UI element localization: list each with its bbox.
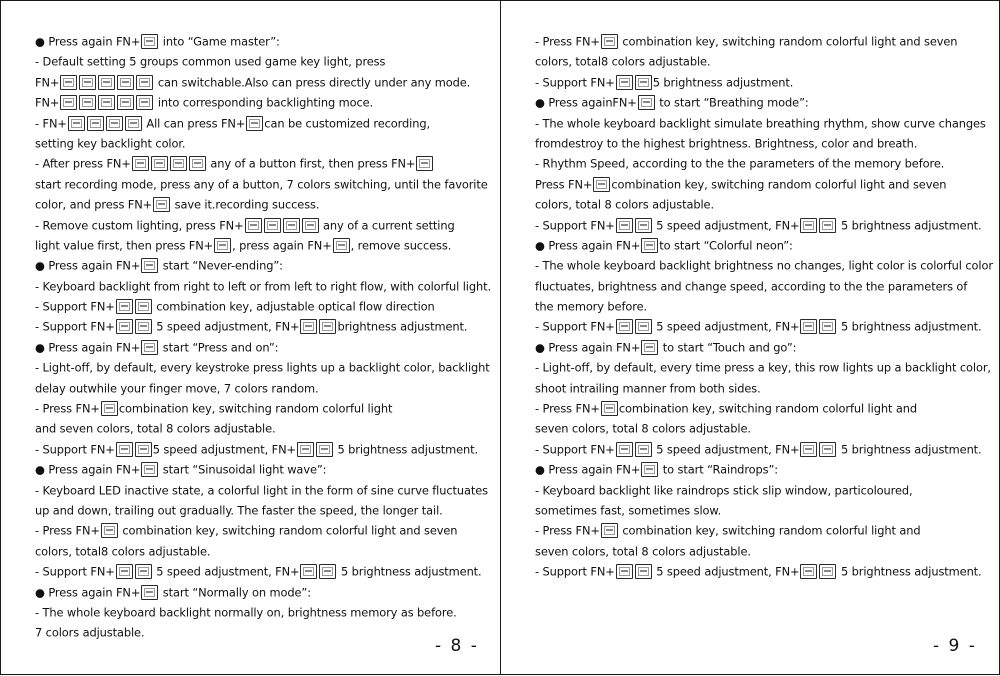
text-run: ● Press again FN+ <box>35 34 141 49</box>
down-arrow-key-icon <box>819 442 836 457</box>
text-line <box>35 439 490 459</box>
plus-key-icon <box>635 218 652 233</box>
home-key-icon <box>214 238 231 253</box>
text-line <box>35 194 490 214</box>
text-run: FN+ <box>35 95 60 110</box>
text-run: up and down, trailing out gradually. The faster the speed, the longer tail. <box>35 503 443 518</box>
text-line <box>535 92 989 112</box>
plus-key-icon <box>135 442 152 457</box>
text-run: - Support FN+ <box>35 299 115 314</box>
text-run: sometimes fast, sometimes slow. <box>535 503 722 518</box>
number-key-icon <box>136 95 153 110</box>
text-run: 5 speed adjustment, FN+ <box>652 217 800 232</box>
text-run: color, and press FN+ <box>35 197 153 212</box>
text-run: fromdestroy to the highest brightness. Brightness, color and breath. <box>535 136 918 151</box>
text-run: save it.recording success. <box>171 197 320 212</box>
text-run: - Support FN+ <box>35 319 115 334</box>
number-key-icon <box>98 95 115 110</box>
text-line <box>35 31 490 51</box>
left-page-text <box>35 31 490 643</box>
text-run: can switchable.Also can press directly under any mode. <box>154 75 471 90</box>
text-line <box>535 520 989 540</box>
text-run: 5 speed adjustment, FN+ <box>152 319 300 334</box>
number-key-icon <box>132 156 149 171</box>
text-line <box>35 337 490 357</box>
text-run: start recording mode, press any of a button, 7 colors switching, until the favorite <box>35 177 488 192</box>
pgdn-key-icon <box>141 462 158 477</box>
text-run: ● Press again FN+ <box>35 584 141 599</box>
text-line <box>535 296 989 316</box>
up-arrow-key-icon <box>800 442 817 457</box>
text-run: shoot intrailing manner from both sides. <box>535 380 761 395</box>
minus-key-icon <box>116 564 133 579</box>
text-run: , press again FN+ <box>232 238 332 253</box>
end-key-icon <box>638 95 655 110</box>
text-run: ● Press again FN+ <box>35 462 141 477</box>
down-arrow-key-icon <box>316 442 333 457</box>
down-arrow-key-icon <box>635 75 652 90</box>
text-run: - Press FN+ <box>35 401 100 416</box>
home-key-icon <box>246 116 263 131</box>
minus-key-icon <box>616 564 633 579</box>
text-run: 5 speed adjustment, FN+ <box>152 442 296 457</box>
number-key-icon <box>170 156 187 171</box>
number-key-icon <box>117 95 134 110</box>
text-run: - Default setting 5 groups common used game key light, press <box>35 54 386 69</box>
text-line <box>35 153 490 173</box>
number-key-icon <box>60 95 77 110</box>
text-line <box>35 72 490 92</box>
text-run: to start “Touch and go”: <box>659 340 797 355</box>
text-run: - FN+ <box>35 115 67 130</box>
text-line <box>535 337 989 357</box>
home-key-icon <box>153 197 170 212</box>
text-run: combination key, adjustable optical flow direction <box>152 299 435 314</box>
up-arrow-key-icon <box>800 319 817 334</box>
number-key-icon <box>302 218 319 233</box>
text-line <box>35 357 490 377</box>
text-run: - Press FN+ <box>535 34 600 49</box>
up-arrow-key-icon <box>616 75 633 90</box>
text-run: colors, total 8 colors adjustable. <box>535 197 714 212</box>
plus-key-icon <box>635 319 652 334</box>
text-run: start “Never-ending”: <box>159 258 283 273</box>
text-run: to start “Colorful neon”: <box>659 238 793 253</box>
pgup-key-icon <box>641 340 658 355</box>
text-run: - Keyboard LED inactive state, a colorful light in the form of sine curve fluctuates <box>35 482 488 497</box>
text-run: colors, total8 colors adjustable. <box>535 54 711 69</box>
text-line <box>35 520 490 540</box>
number-key-icon <box>98 75 115 90</box>
text-line <box>535 398 989 418</box>
up-arrow-key-icon <box>800 564 817 579</box>
number-key-icon <box>79 95 96 110</box>
text-line <box>535 215 989 235</box>
plus-key-icon <box>135 319 152 334</box>
text-run: combination key, switching random colorful light and <box>618 523 921 538</box>
text-run: - Keyboard backlight like raindrops stick slip window, particoloured, <box>535 482 913 497</box>
text-line <box>35 276 490 296</box>
del-key-icon <box>601 401 618 416</box>
text-run: seven colors, total 8 colors adjustable. <box>535 544 751 559</box>
text-run: - Support FN+ <box>35 442 115 457</box>
text-line <box>535 31 989 51</box>
text-run: to start “Breathing mode”: <box>655 95 809 110</box>
text-run: - Support FN+ <box>535 75 615 90</box>
minus-key-icon <box>116 319 133 334</box>
minus-key-icon <box>616 319 633 334</box>
text-line <box>535 72 989 92</box>
text-run: 5 brightness adjustment. <box>837 564 982 579</box>
up-arrow-key-icon <box>297 442 314 457</box>
text-line <box>535 357 989 377</box>
text-line <box>535 541 989 561</box>
text-run: - Support FN+ <box>535 442 615 457</box>
text-run: - Support FN+ <box>535 319 615 334</box>
number-key-icon <box>264 218 281 233</box>
text-run: Press FN+ <box>535 177 593 192</box>
text-run: start “Press and on”: <box>159 340 279 355</box>
text-run: - The whole keyboard backlight normally on, brightness memory as before. <box>35 605 457 620</box>
text-line <box>35 602 490 622</box>
text-line <box>35 133 490 153</box>
text-run: fluctuates, brightness and change speed, according to the the parameters of <box>535 278 968 293</box>
text-run: ● Press again FN+ <box>35 258 141 273</box>
number-key-icon <box>60 75 77 90</box>
plus-key-icon <box>635 442 652 457</box>
text-line <box>35 316 490 336</box>
text-run: - Press FN+ <box>535 523 600 538</box>
up-arrow-key-icon <box>300 564 317 579</box>
text-run: combination key, switching random colorful light and seven <box>118 523 458 538</box>
text-run: 7 colors adjustable. <box>35 625 145 640</box>
text-run: delay outwhile your finger move, 7 colors random. <box>35 380 319 395</box>
text-line <box>535 439 989 459</box>
text-run: - The whole keyboard backlight simulate breathing rhythm, show curve changes <box>535 115 986 130</box>
minus-key-icon <box>616 442 633 457</box>
text-run: 5 brightness adjustment. <box>837 442 982 457</box>
down-arrow-key-icon <box>319 319 336 334</box>
text-line <box>35 418 490 438</box>
text-run: and seven colors, total 8 colors adjustable. <box>35 421 276 436</box>
text-run: start “Normally on mode”: <box>159 584 311 599</box>
plus-key-icon <box>135 564 152 579</box>
page-number-right: - 9 - <box>933 636 977 656</box>
plus-key-icon <box>635 564 652 579</box>
text-run: any of a button first, then press FN+ <box>206 156 416 171</box>
text-line <box>535 459 989 479</box>
number-key-icon <box>125 116 142 131</box>
text-line <box>35 480 490 500</box>
number-key-icon <box>68 116 85 131</box>
number-key-icon <box>117 75 134 90</box>
text-run: 5 brightness adjustment. <box>652 75 794 90</box>
home-key-icon <box>141 585 158 600</box>
text-run: ● Press againFN+ <box>535 95 637 110</box>
text-line <box>35 255 490 275</box>
page-number-left: - 8 - <box>435 636 479 656</box>
left-arrow-key-icon <box>116 299 133 314</box>
text-line <box>35 459 490 479</box>
del-key-icon <box>601 523 618 538</box>
text-run: combination key, switching random colorful light <box>118 401 393 416</box>
number-key-icon <box>136 75 153 90</box>
text-run: into “Game master”: <box>159 34 280 49</box>
up-arrow-key-icon <box>300 319 317 334</box>
text-run: ● Press again FN+ <box>535 462 641 477</box>
text-line <box>35 235 490 255</box>
text-run: All can press FN+ <box>142 115 246 130</box>
number-key-icon <box>151 156 168 171</box>
text-line <box>535 276 989 296</box>
text-line <box>535 194 989 214</box>
text-run: into corresponding backlighting moce. <box>154 95 374 110</box>
text-line <box>535 255 993 275</box>
end-key-icon <box>641 238 658 253</box>
text-run: ● Press again FN+ <box>535 340 641 355</box>
number-key-icon <box>189 156 206 171</box>
text-run: combination key, switching random colorful light and seven <box>618 34 958 49</box>
end-key-icon <box>593 177 610 192</box>
pgdn-key-icon <box>101 523 118 538</box>
text-run: - Rhythm Speed, according to the the parameters of the memory before. <box>535 156 945 171</box>
right-manual-page <box>500 0 1000 675</box>
text-run: 5 speed adjustment, FN+ <box>652 564 800 579</box>
down-arrow-key-icon <box>819 319 836 334</box>
text-run: - Remove custom lighting, press FN+ <box>35 217 244 232</box>
minus-key-icon <box>616 218 633 233</box>
text-run: combination key, switching random colorful light and seven <box>611 177 947 192</box>
text-line <box>35 92 490 112</box>
text-line <box>535 316 989 336</box>
text-run: FN+ <box>35 75 60 90</box>
down-arrow-key-icon <box>819 218 836 233</box>
number-key-icon <box>87 116 104 131</box>
home-key-icon <box>333 238 350 253</box>
text-run: any of a current setting <box>319 217 455 232</box>
pgup-key-icon <box>101 401 118 416</box>
text-run: , remove success. <box>350 238 452 253</box>
text-run: 5 brightness adjustment. <box>837 319 982 334</box>
text-run: can be customized recording, <box>264 115 431 130</box>
text-line <box>35 622 490 642</box>
text-run: the memory before. <box>535 299 648 314</box>
home-key-icon <box>416 156 433 171</box>
text-line <box>535 235 989 255</box>
text-run: 5 speed adjustment, FN+ <box>652 442 800 457</box>
text-run: - Light-off, by default, every time press a key, this row lights up a backlight color, <box>535 360 991 375</box>
right-page-text <box>535 31 993 582</box>
text-line <box>535 153 989 173</box>
pgdn-key-icon <box>641 462 658 477</box>
text-run: ● Press again FN+ <box>535 238 641 253</box>
text-line <box>35 113 490 133</box>
text-line <box>35 296 490 316</box>
text-run: - Press FN+ <box>35 523 100 538</box>
text-line <box>535 418 989 438</box>
text-run: ● Press again FN+ <box>35 340 141 355</box>
text-line <box>35 398 490 418</box>
fn-key-icon <box>141 34 158 49</box>
text-run: to start “Raindrops”: <box>659 462 779 477</box>
text-run: - Keyboard backlight from right to left or from left to right flow, with colorful light. <box>35 278 491 293</box>
text-run: setting key backlight color. <box>35 136 186 151</box>
text-run: 5 brightness adjustment. <box>337 564 482 579</box>
home-key-icon <box>601 34 618 49</box>
text-line <box>535 480 989 500</box>
text-run: light value first, then press FN+ <box>35 238 214 253</box>
text-run: start “Sinusoidal light wave”: <box>159 462 327 477</box>
down-arrow-key-icon <box>319 564 336 579</box>
text-run: 5 brightness adjustment. <box>333 442 479 457</box>
text-line <box>535 133 989 153</box>
down-arrow-key-icon <box>819 564 836 579</box>
text-run: colors, total8 colors adjustable. <box>35 544 211 559</box>
text-run: combination key, switching random colorful light and <box>618 401 917 416</box>
text-line <box>35 174 490 194</box>
right-arrow-key-icon <box>135 299 152 314</box>
text-line <box>535 500 989 520</box>
text-run: seven colors, total 8 colors adjustable. <box>535 421 751 436</box>
text-run: 5 speed adjustment, FN+ <box>652 319 800 334</box>
text-run: - Press FN+ <box>535 401 600 416</box>
number-key-icon <box>245 218 262 233</box>
text-line <box>535 561 989 581</box>
number-key-icon <box>79 75 96 90</box>
pgup-key-icon <box>141 340 158 355</box>
up-arrow-key-icon <box>800 218 817 233</box>
text-run: - The whole keyboard backlight brightness no changes, light color is colorful color <box>535 258 993 273</box>
text-line <box>535 51 989 71</box>
text-line <box>35 215 490 235</box>
text-run: - Light-off, by default, every keystroke press lights up a backlight color, backlight <box>35 360 490 375</box>
text-line <box>535 113 989 133</box>
text-line <box>35 561 490 581</box>
minus-key-icon <box>116 442 133 457</box>
ins-key-icon <box>141 258 158 273</box>
text-line <box>535 378 989 398</box>
text-line <box>35 541 490 561</box>
text-run: 5 speed adjustment, FN+ <box>152 564 300 579</box>
text-line <box>35 500 490 520</box>
text-line <box>35 582 490 602</box>
number-key-icon <box>106 116 123 131</box>
text-run: 5 brightness adjustment. <box>837 217 982 232</box>
text-run: brightness adjustment. <box>337 319 468 334</box>
text-run: - Support FN+ <box>535 217 615 232</box>
text-line <box>35 378 490 398</box>
text-line <box>535 174 989 194</box>
number-key-icon <box>283 218 300 233</box>
text-run: - After press FN+ <box>35 156 131 171</box>
text-run: - Support FN+ <box>535 564 615 579</box>
text-run: - Support FN+ <box>35 564 115 579</box>
text-line <box>35 51 490 71</box>
